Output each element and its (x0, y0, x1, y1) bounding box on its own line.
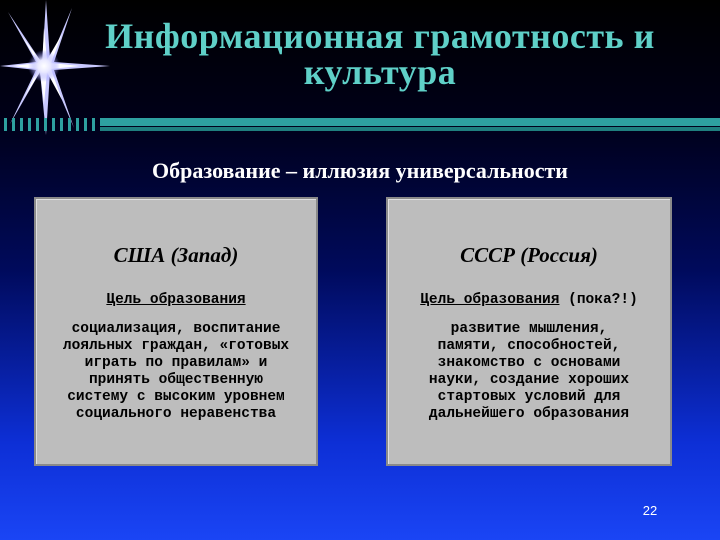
star-burst-icon (0, 0, 110, 135)
bar-dash (60, 118, 63, 131)
slide-title (100, 18, 660, 90)
bar-dash (28, 118, 31, 131)
goal-label: Цель образования (106, 292, 246, 308)
title-line-1: Информационная грамотность и (105, 16, 655, 56)
bar-dash (4, 118, 7, 131)
bar-dash (12, 118, 15, 131)
panel-usa (34, 197, 318, 466)
page-number: 22 (642, 503, 658, 518)
slide-subtitle: Образование – иллюзия универсальности (152, 158, 568, 183)
panel-ussr (386, 197, 672, 466)
accent-bar-bottom (100, 127, 720, 131)
bar-dash (68, 118, 71, 131)
bar-dash (52, 118, 55, 131)
column-heading: США (Запад) (113, 243, 239, 267)
goal-label: Цель образования (пока?!) (420, 292, 638, 308)
bar-dash (84, 118, 87, 131)
bar-dash (44, 118, 47, 131)
column-heading: СССР (Россия) (460, 243, 598, 267)
accent-bar-top (100, 118, 720, 126)
bar-dash (36, 118, 39, 131)
title-underline-bars (0, 118, 720, 134)
goal-description: развитие мышления, памяти, способностей, знакомство с основами науки, создание хороших стартовых условий для дальнейшего образования (428, 321, 630, 422)
bar-dash (76, 118, 79, 131)
bar-dash (92, 118, 95, 131)
title-line-2: культура (303, 52, 457, 92)
bar-dash (20, 118, 23, 131)
goal-description: социализация, воспитание лояльных граждан, «готовых играть по правилам» и принять общественную систему с высоким уровнем социального неравенства (62, 321, 290, 422)
